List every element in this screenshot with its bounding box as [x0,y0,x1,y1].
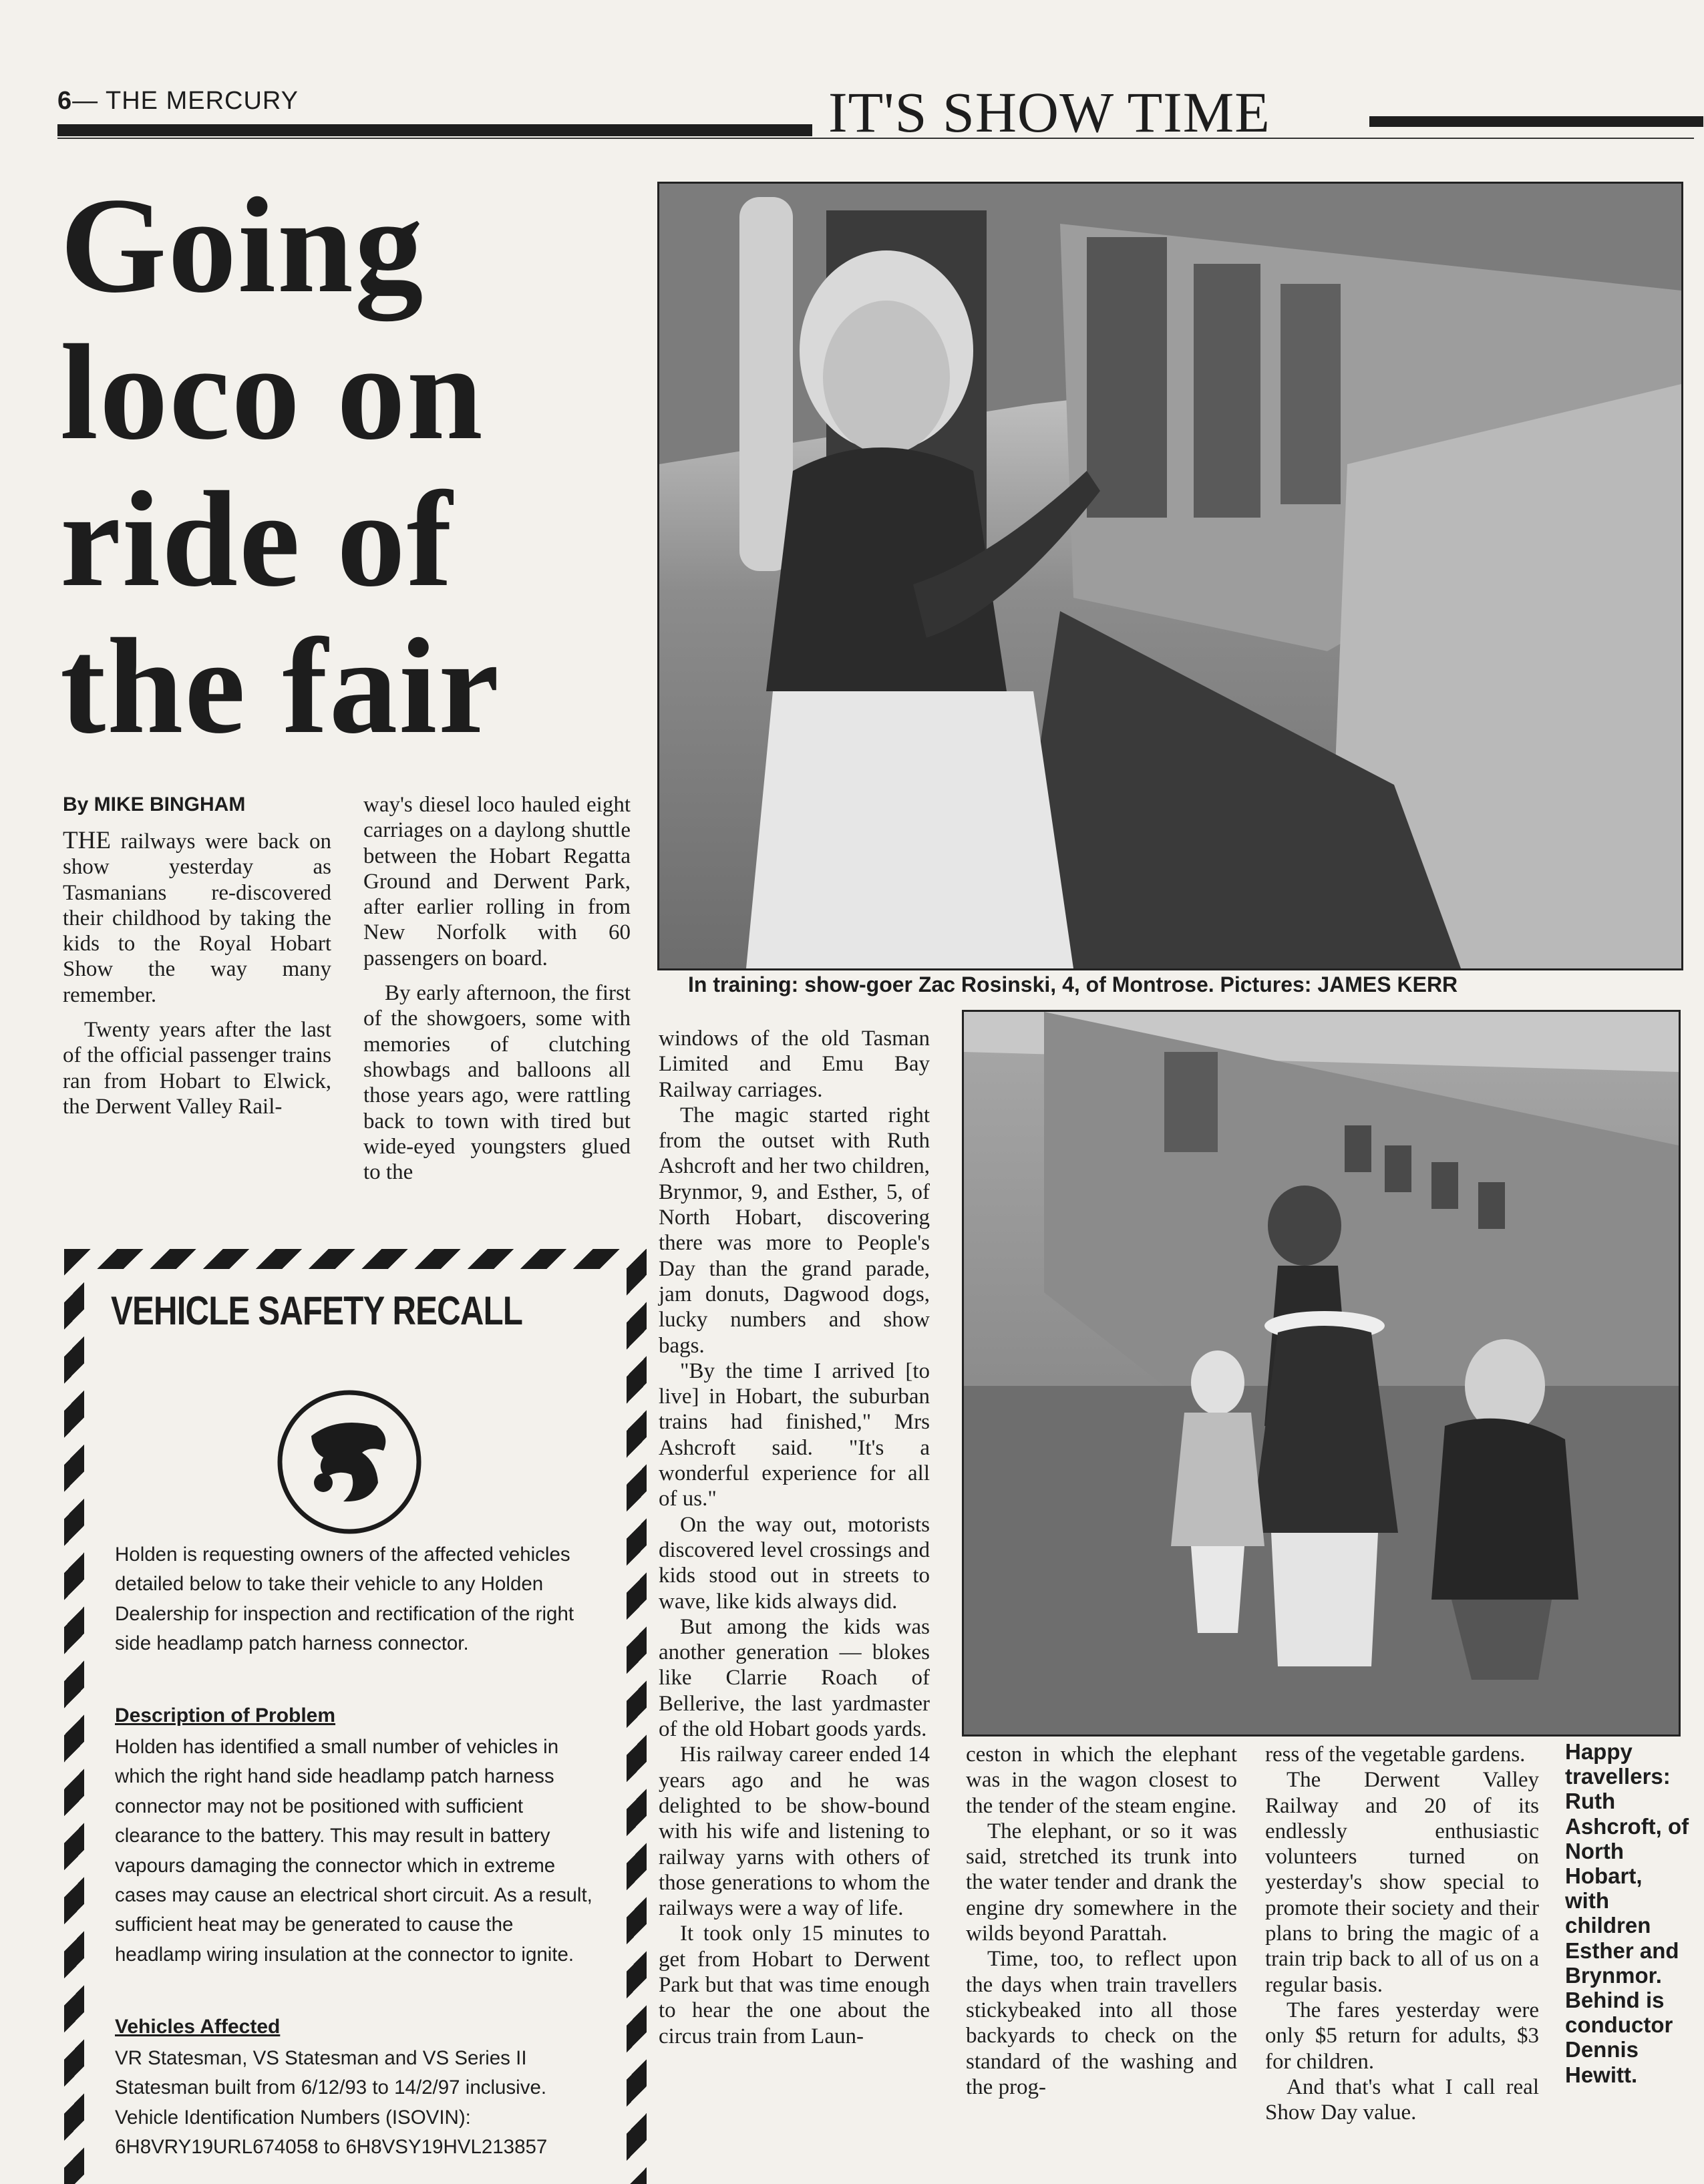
photo-caption: In training: show-goer Zac Rosinski, 4, of Montrose. Pictures: JAMES KERR [688,972,1458,996]
section-title: IT'S SHOW TIME [828,80,1270,144]
header-rule [57,124,812,136]
recall-title: VEHICLE SAFETY RECALL [111,1288,523,1333]
article-column-3 [659,1026,930,2049]
publication-name: — THE MERCURY [72,87,299,115]
photo-side-caption: Happy travellers: Ruth Ashcroft, of North Hobart, with children Esther and Brynmor. Behind is conductor Dennis Hewitt. [1565,1739,1689,2087]
article-paragraph: THE railways were back on show yesterday as Tasmanians re-discovered their childhood by taking the kids to the Royal Hobart Show the way many remember. [63,827,332,1007]
photo-family-illustration [964,1012,1679,1735]
article-paragraph: ceston in which the elephant was in the wagon closest to the tender of the steam engine. [966,1743,1237,1818]
article-paragraph: The elephant, or so it was said, stretched its trunk into the water tender and drank the engine dry somewhere in the wilds beyond Parattah. [966,1819,1237,1946]
article-paragraph: windows of the old Tasman Limited and Emu Bay Railway carriages. [659,1027,930,1102]
article-column-5 [1265,1742,1539,2125]
photo-family-at-train [962,1010,1681,1737]
recall-description-heading: Description of Problem [115,1704,336,1726]
article-paragraph: His railway career ended 14 years ago and he was delighted to be show-bound with his wife and listening to railway yarns with others of those generations to whom the railways were a way of life. [659,1743,930,1921]
article-paragraph: The Derwent Valley Railway and 20 of its endlessly enthusiastic volunteers turned on yesterday's show special to promote their society and their plans to bring the magic of a train trip back to all of us on a regular basis. [1265,1768,1539,1997]
recall-intro: Holden is requesting owners of the affected vehicles detailed below to take their vehicle to any Holden Dealership for inspection and rectification of the right side headlamp patch harness connector. [115,1543,574,1655]
article-lead: THE [63,827,111,854]
article-paragraph: But among the kids was another generation — blokes like Clarrie Roach of Bellerive, the last yardmaster of the old Hobart goods yards. [659,1614,930,1742]
photo-boy-illustration [659,184,1681,968]
headline-line: the fair [60,610,501,762]
article-paragraph: It took only 15 minutes to get from Hobart to Derwent Park but that was time enough to hear the one about the circus train from Laun- [659,1922,930,2048]
page-number-masthead [57,87,299,116]
holden-lion-icon [277,1389,422,1535]
byline: By MIKE BINGHAM [63,793,246,815]
headline-line: Going [60,170,425,321]
article-column-4 [966,1742,1237,2100]
article-paragraph: "By the time I arrived [to live] in Hobart, the suburban trains had finished," Mrs Ashcroft said. "It's a wonderful experience for all of us." [659,1358,930,1511]
article-paragraph: The fares yesterday were only $5 return for adults, $3 for children. [1265,1998,1539,2074]
article-paragraph: Time, too, to reflect upon the days when train travellers stickybeaked into all those backyards to check on the standard of the washing and the prog- [966,1947,1237,2099]
header-rule-right [1369,116,1703,127]
article-paragraph: By early afternoon, the first of the showgoers, some with memories of clutching showbags and balloons all those years ago, were rattling back to town with tired but wide-eyed youngsters glued to the [363,981,631,1185]
headline [60,172,661,760]
article-column-1 [63,828,331,1119]
article-paragraph: ress of the vegetable gardens. [1265,1743,1526,1767]
article-paragraph: And that's what I call real Show Day value. [1265,2074,1539,2125]
article-paragraph: Twenty years after the last of the official passenger trains ran from Hobart to Elwick, the Derwent Valley Rail- [63,1018,331,1119]
article-paragraph: The magic started right from the outset with Ruth Ashcroft and her two children, Brynmor, 9, and Esther, 5, of North Hobart, discovering there was more to People's Day than the grand parade, jam donuts, Dagwood dogs, lucky numbers and show bags. [659,1103,930,1358]
article-column-2 [363,792,631,1185]
headline-line: ride of [60,464,454,615]
page-number: 6 [57,87,73,115]
photo-boy-train-window [657,182,1683,970]
recall-vehicles: VR Statesman, VS Statesman and VS Series II Statesman built from 6/12/93 to 14/2/97 inclusive. Vehicle Identification Numbers (ISOVIN): 6H8VRY19URL674058 to 6H8VSY19HVL213857 [115,2047,548,2159]
recall-description: Holden has identified a small number of vehicles in which the right hand side headlamp patch harness connector may not be positioned with sufficient clearance to the battery. This may result in battery vapours damaging the connector which in extreme cases may cause an electrical short circuit. As a result, sufficient heat may be generated to cause the headlamp wiring insulation at the connector to ignite. [115,1736,592,1966]
recall-vehicles-heading: Vehicles Affected [115,2016,281,2038]
article-paragraph: On the way out, motorists discovered level crossings and kids stood out in streets to wave, like kids always did. [659,1512,930,1614]
article-paragraph: way's diesel loco hauled eight carriages on a daylong shuttle between the Hobart Regatta Ground and Derwent Park, after earlier rolling in from New Norfolk with 60 passengers on board. [363,793,631,970]
headline-line: loco on [60,317,484,468]
